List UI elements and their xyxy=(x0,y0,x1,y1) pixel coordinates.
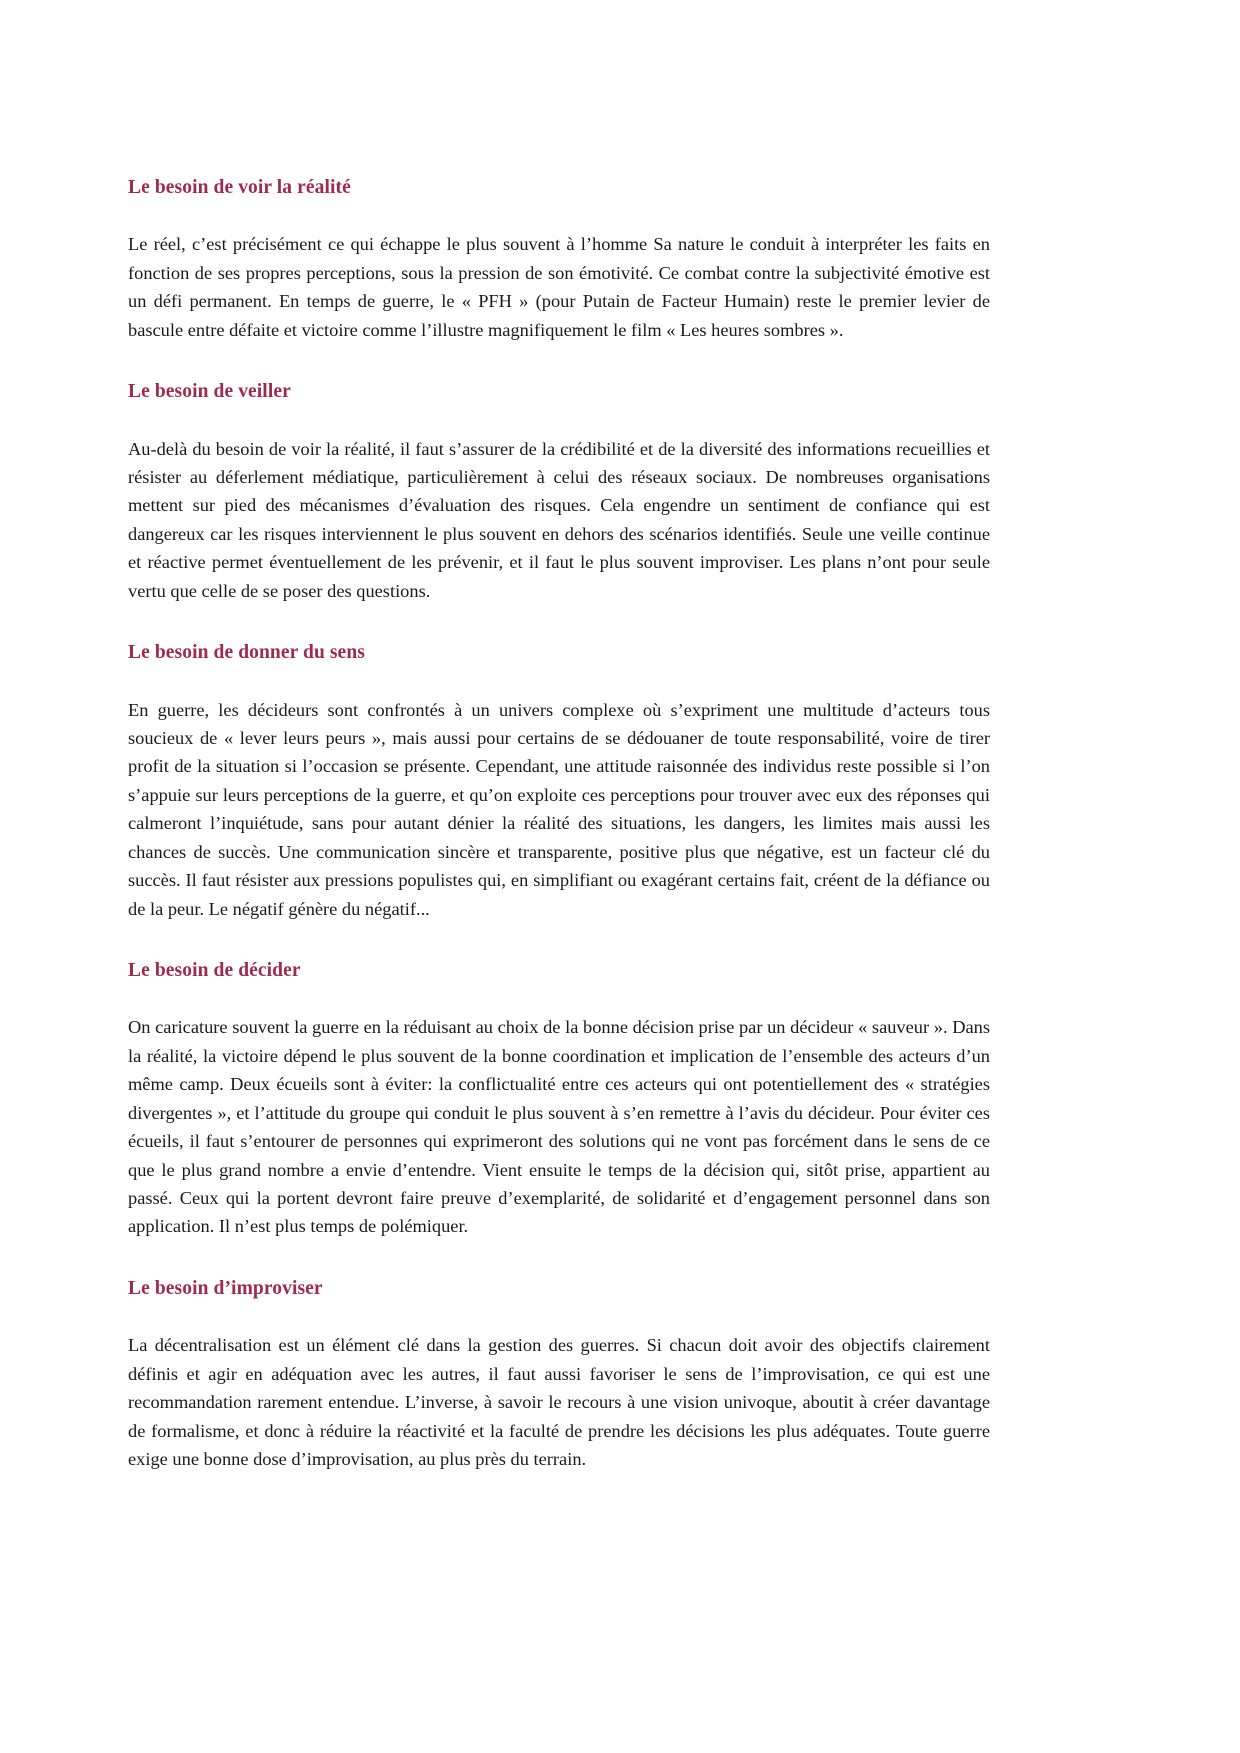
spacer xyxy=(128,405,990,435)
section-voir-la-realite xyxy=(128,176,990,344)
section-decider xyxy=(128,959,990,1241)
spacer xyxy=(128,983,990,1013)
section-improviser xyxy=(128,1277,990,1474)
section-heading: Le besoin de décider xyxy=(128,960,301,981)
spacer xyxy=(128,1301,990,1331)
section-heading: Le besoin de donner du sens xyxy=(128,642,365,664)
section-donner-du-sens xyxy=(128,641,990,923)
spacer xyxy=(128,344,990,380)
section-paragraph: Le réel, c’est précisément ce qui échappe le plus souvent à l’homme Sa nature le conduit à interpréter les faits en fonction de ses propres perceptions, sous la pression de son émotivité. Ce combat contre la subjectivité émotive est un défi permanent. En temps de guerre, le « PFH » (pour Putain de Facteur Humain) reste le premier levier de bascule entre défaite et victoire comme l’illustre magnifiquement le film « Les heures sombres ». xyxy=(128,234,990,340)
spacer xyxy=(128,200,990,230)
section-paragraph: Au-delà du besoin de voir la réalité, il faut s’assurer de la crédibilité et de la diversité des informations recueillies et résister au déferlement médiatique, particulièrement à celui des réseaux sociaux. De nombreuses organisations mettent sur pied des mécanismes d’évaluation des risques. Cela engendre un sentiment de confiance qui est dangereux car les risques interviennent le plus souvent en dehors des scénarios identifiés. Seule une veille continue et réactive permet éventuellement de les prévenir, et il faut le plus souvent improviser. Les plans n’ont pour seule vertu que celle de se poser des questions. xyxy=(128,438,990,601)
section-paragraph: On caricature souvent la guerre en la réduisant au choix de la bonne décision prise par un décideur « sauveur ». Dans la réalité, la victoire dépend le plus souvent de la bonne coordination et implication de l’ensemble des acteurs d’un même camp. Deux écueils sont à éviter: la conflictualité entre ces acteurs qui ont potentiellement des « stratégies divergentes », et l’attitude du groupe qui conduit le plus souvent à s’en remettre à l’avis du décideur. Pour éviter ces écueils, il faut s’entourer de personnes qui exprimeront des solutions qui ne vont pas forcément dans le sens de ce que le plus grand nombre a envie d’entendre. Vient ensuite le temps de la décision qui, sitôt prise, appartient au passé. Ceux qui la portent devront faire preuve d’exemplarité, de solidarité et d’engagement personnel dans son application. Il n’est plus temps de polémiquer. xyxy=(128,1017,990,1237)
spacer xyxy=(128,605,990,641)
spacer xyxy=(128,923,990,959)
section-paragraph: La décentralisation est un élément clé dans la gestion des guerres. Si chacun doit avoir des objectifs clairement définis et agir en adéquation avec les autres, il faut aussi favoriser le sens de l’improvisation, ce qui est une recommandation rarement entendue. L’inverse, à savoir le recours à une vision univoque, aboutit à créer davantage de formalisme, et donc à réduire la réactivité et la faculté de prendre les décisions les plus adéquates. Toute guerre exige une bonne dose d’improvisation, au plus près du terrain. xyxy=(128,1335,990,1469)
document-body xyxy=(128,176,990,1473)
section-heading: Le besoin d’improviser xyxy=(128,1277,323,1299)
section-paragraph: En guerre, les décideurs sont confrontés à un univers complexe où s’expriment une multitude d’acteurs tous soucieux de « lever leurs peurs », mais aussi pour certains de se dédouaner de toute responsabilité, voire de tirer profit de la situation si l’occasion se présente. Cependant, une attitude raisonnée des individus reste possible si l’on s’appuie sur leurs perceptions de la guerre, et qu’on exploite ces perceptions pour trouver avec eux des réponses qui calmeront l’inquiétude, sans pour autant dénier la réalité des situations, les dangers, les limites mais aussi les chances de succès. Une communication sincère et transparente, positive plus que négative, est un facteur clé du succès. Il faut résister aux pressions populistes qui, en simplifiant ou exagérant certains fait, créent de la défiance ou de la peur. Le négatif génère du négatif... xyxy=(128,699,990,919)
spacer xyxy=(128,666,990,696)
section-heading: Le besoin de voir la réalité xyxy=(128,177,351,198)
section-veiller xyxy=(128,380,990,605)
spacer xyxy=(128,1241,990,1277)
section-heading: Le besoin de veiller xyxy=(128,381,291,403)
